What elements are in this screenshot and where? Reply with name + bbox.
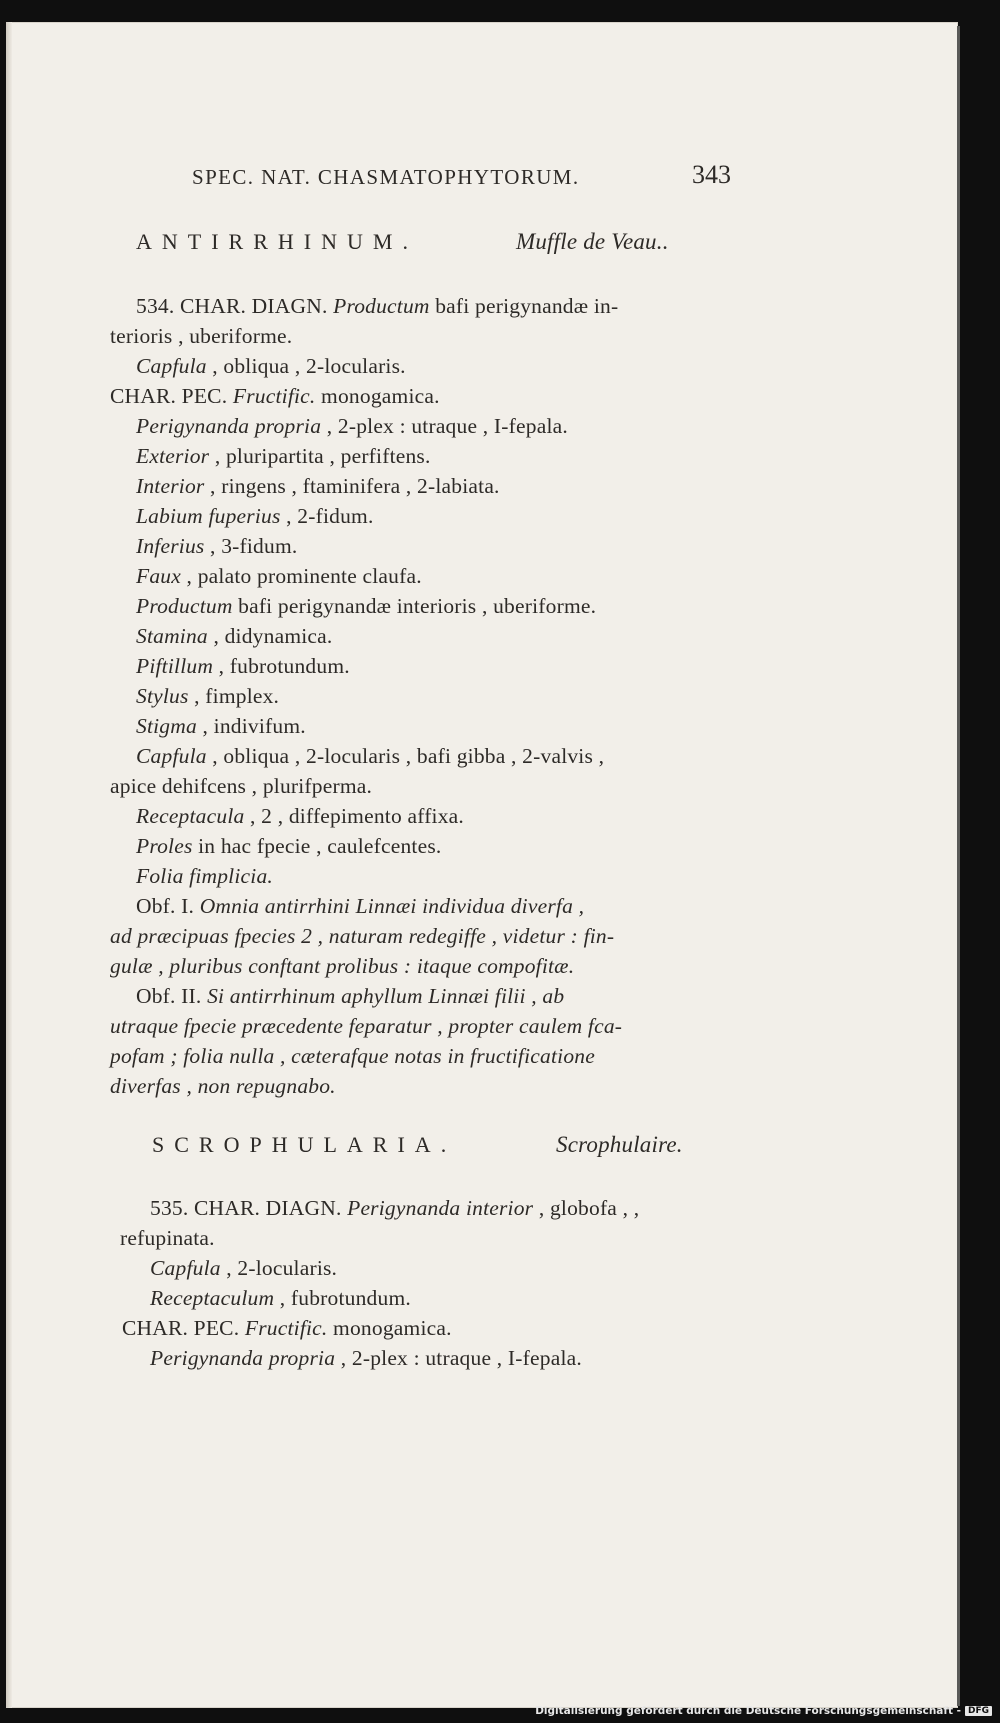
text-line: Folia fimplicia. <box>136 864 273 888</box>
text-line: Stigma , indivifum. <box>136 714 306 738</box>
text-line: apice dehifcens , plurifperma. <box>110 774 373 798</box>
text-line: Obf. I. Omnia antirrhini Linnæi individua diverfa , <box>136 894 585 918</box>
text-line: 534. CHAR. DIAGN. Productum bafi perigynandæ in- <box>136 294 619 318</box>
text-line: Interior , ringens , ftaminifera , 2-labiata. <box>136 474 500 498</box>
common-name-scrophularia: Scrophulaire. <box>556 1132 683 1157</box>
text-line: Receptaculum , fubrotundum. <box>150 1286 411 1310</box>
text-line: Obf. II. Si antirrhinum aphyllum Linnæi filii , ab <box>136 984 565 1008</box>
text-line: Perigynanda propria , 2-plex : utraque , I-fepala. <box>136 414 568 438</box>
text-line: Piftillum , fubrotundum. <box>136 654 350 678</box>
text-line: Faux , palato prominente claufa. <box>136 564 422 588</box>
digitization-credit <box>535 1705 992 1717</box>
text-line: diverfas , non repugnabo. <box>110 1074 336 1098</box>
text-line: terioris , uberiforme. <box>110 324 293 348</box>
text-line: pofam ; folia nulla , cæterafque notas in fructificatione <box>110 1044 595 1068</box>
dfg-logo-icon: DFG <box>965 1706 992 1716</box>
credit-text: Digitalisierung gefördert durch die Deutsche Forschungsgemeinschaft - <box>535 1705 961 1717</box>
text-line: Capfula , 2-locularis. <box>150 1256 338 1280</box>
text-line: CHAR. PEC. Fructific. monogamica. <box>122 1316 452 1340</box>
page-right-edge <box>957 26 960 1706</box>
text-line: Capfula , obliqua , 2-locularis. <box>136 354 406 378</box>
text-line: Inferius , 3-fidum. <box>136 534 298 558</box>
text-line: Productum bafi perigynandæ interioris , uberiforme. <box>136 594 597 618</box>
text-line: Capfula , obliqua , 2-locularis , bafi gibba , 2-valvis , <box>136 744 605 768</box>
text-line: Exterior , pluripartita , perfiftens. <box>136 444 431 468</box>
text-line: Stylus , fimplex. <box>136 684 280 708</box>
running-title: SPEC. NAT. CHASMATOPHYTORUM. <box>192 165 580 189</box>
text-line: Proles in hac fpecie , caulefcentes. <box>136 834 442 858</box>
text-line: gulæ , pluribus conftant prolibus : itaque compofitæ. <box>110 954 575 978</box>
page-gutter <box>6 22 12 1708</box>
text-line: Receptacula , 2 , diffepimento affixa. <box>136 804 465 828</box>
text-line: utraque fpecie præcedente feparatur , propter caulem fca- <box>110 1014 623 1038</box>
text-line: CHAR. PEC. Fructific. monogamica. <box>110 384 440 408</box>
common-name-antirrhinum: Muffle de Veau.. <box>516 229 669 254</box>
text-line: Stamina , didynamica. <box>136 624 333 648</box>
genus-title-antirrhinum: ANTIRRHINUM. <box>136 229 418 254</box>
text-line: 535. CHAR. DIAGN. Perigynanda interior , globofa , , <box>150 1196 640 1220</box>
genus-title-scrophularia: SCROPHULARIA. <box>152 1132 457 1157</box>
text-line: ad præcipuas fpecies 2 , naturam redegiffe , videtur : fin- <box>110 924 615 948</box>
text-line: Labium fuperius , 2-fidum. <box>136 504 374 528</box>
page-number: 343 <box>692 160 731 189</box>
text-line: Perigynanda propria , 2-plex : utraque , I-fepala. <box>150 1346 582 1370</box>
text-line: refupinata. <box>120 1226 215 1250</box>
